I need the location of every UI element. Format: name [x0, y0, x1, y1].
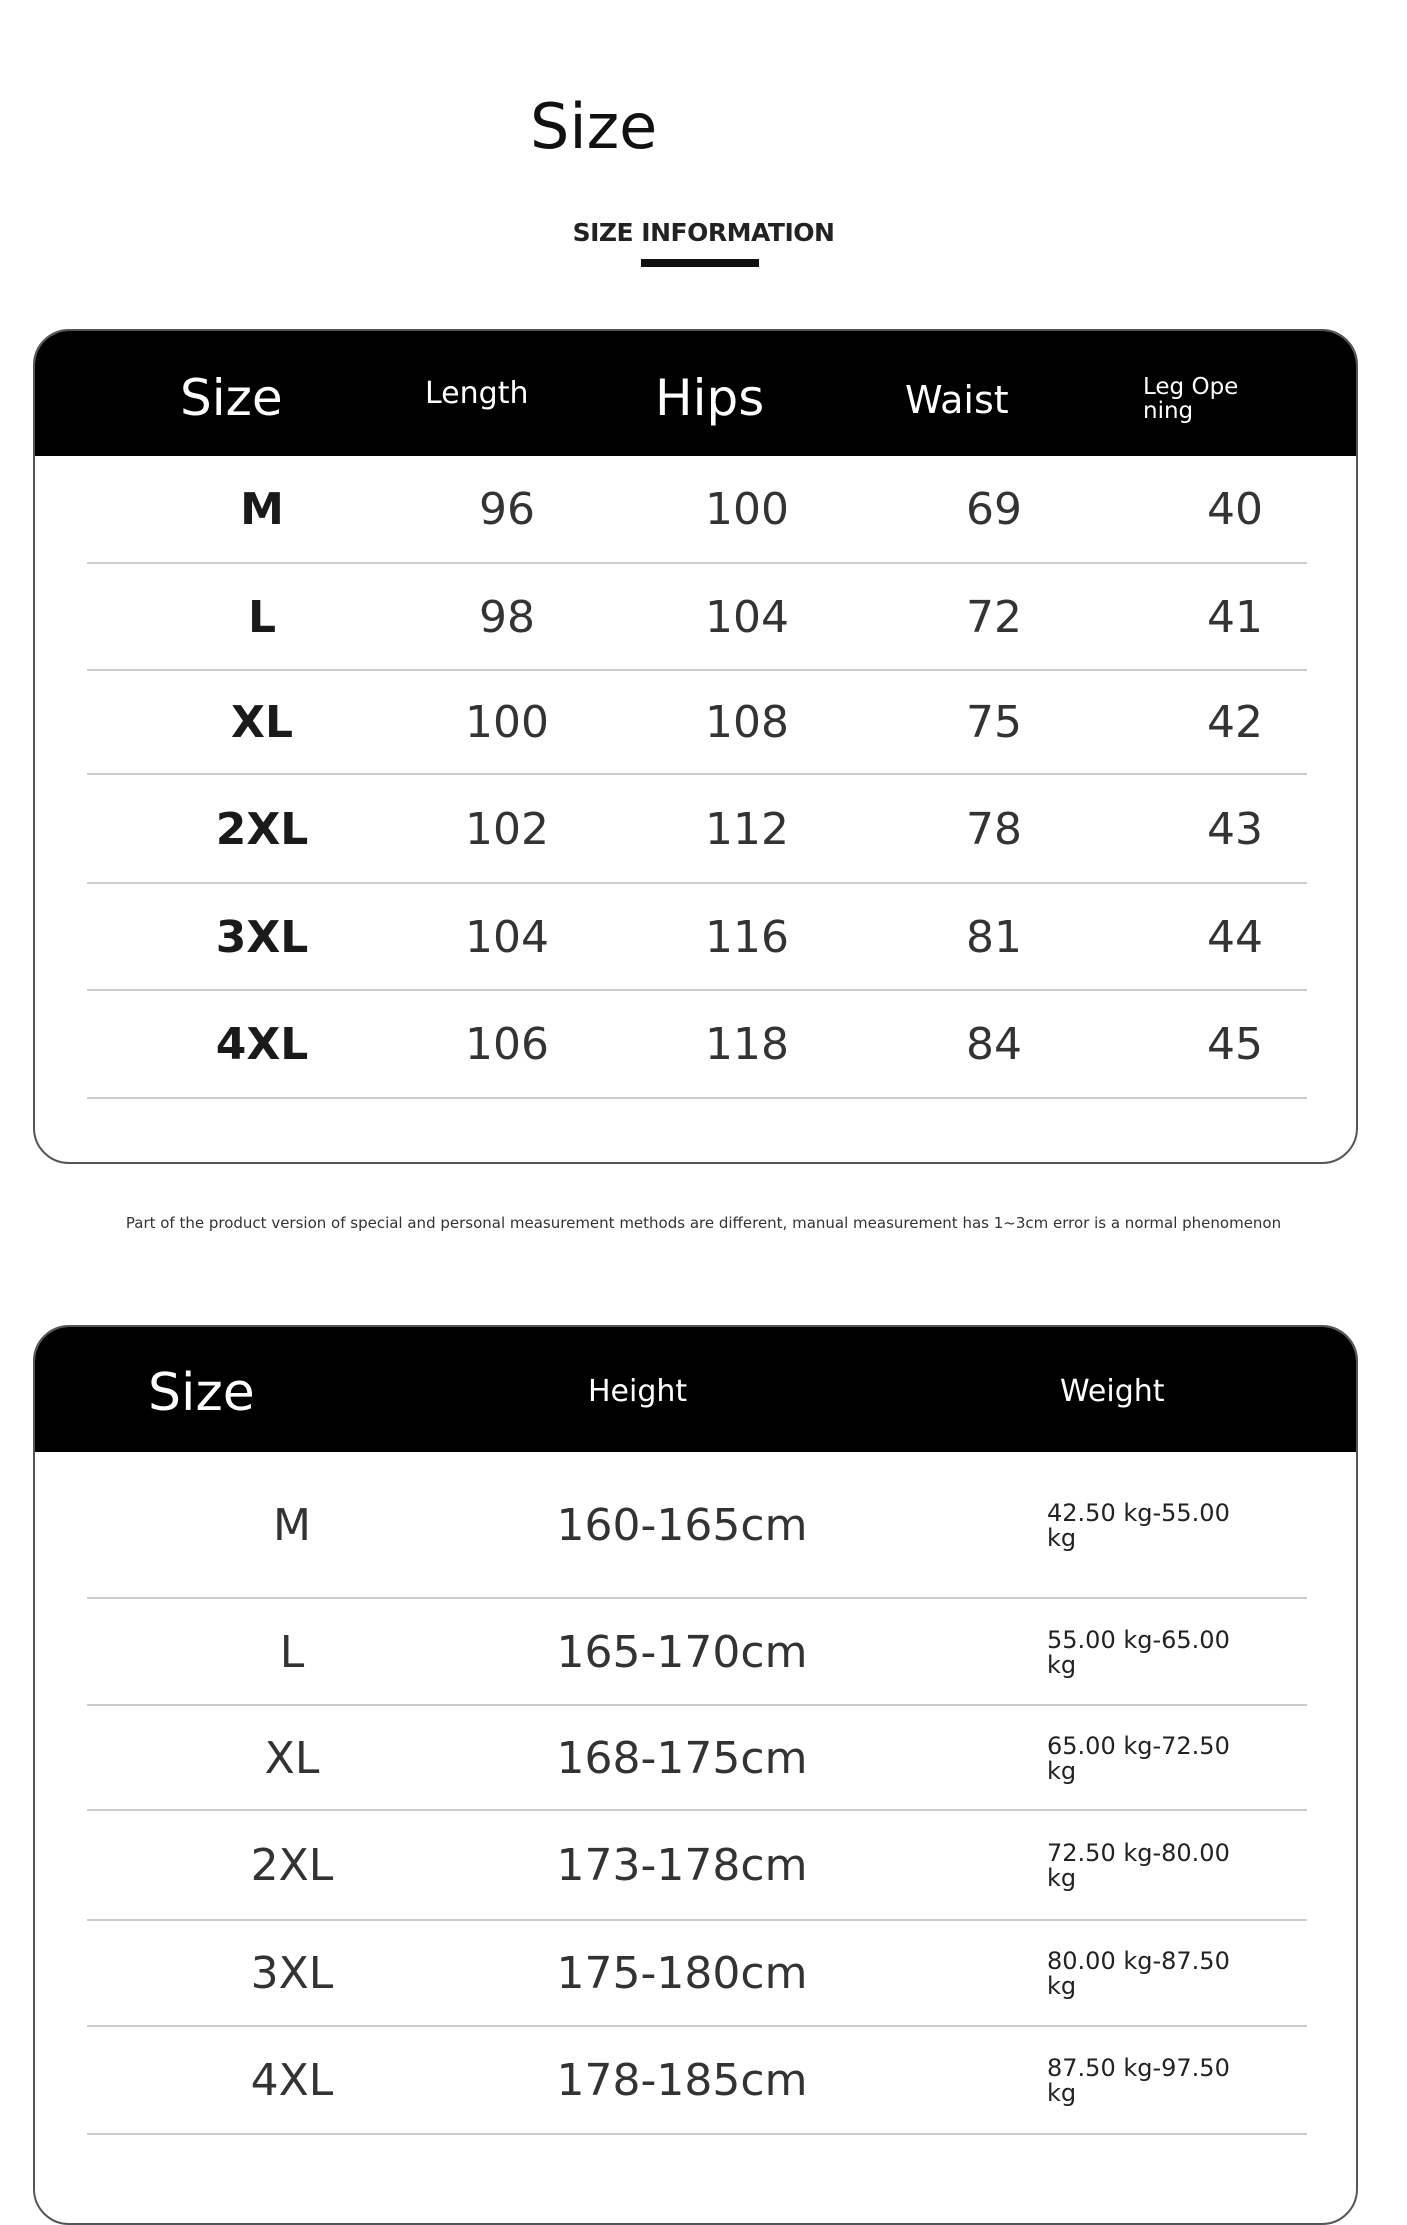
column-header-leg-opening: Leg Ope ning — [1143, 374, 1239, 425]
leg-opening-cell: 45 — [1207, 1019, 1263, 1070]
weight-cell: 55.00 kg-65.00 kg — [1047, 1625, 1230, 1679]
length-cell: 106 — [465, 1019, 549, 1070]
hips-cell: 108 — [705, 697, 789, 748]
row-divider — [87, 2133, 1307, 2135]
waist-cell: 72 — [966, 591, 1022, 643]
measurement-note: Part of the product version of special and personal measurement methods are different, manual measurement has 1~3cm error is a normal phenomenon — [125, 1214, 1282, 1232]
height-cell: 160-165cm — [556, 1499, 808, 1551]
waist-cell: 78 — [966, 803, 1022, 855]
table-row — [87, 456, 1307, 564]
height-cell: 175-180cm — [556, 1948, 808, 1999]
hips-cell: 116 — [705, 911, 789, 963]
row-divider — [87, 1097, 1307, 1099]
hips-cell: 100 — [705, 484, 789, 535]
table-row — [87, 1599, 1307, 1706]
table-row — [87, 671, 1307, 775]
table-row — [87, 1921, 1307, 2027]
table-row — [87, 1811, 1307, 1921]
column-header-hips: Hips — [655, 369, 765, 427]
weight-cell: 87.50 kg-97.50 kg — [1047, 2053, 1230, 2107]
column-header-length: Length — [425, 376, 529, 411]
fit-table-header — [35, 1327, 1356, 1452]
leg-opening-cell: 43 — [1207, 803, 1263, 855]
size-cell: 4XL — [250, 2055, 334, 2106]
table-row — [87, 2027, 1307, 2135]
size-cell: L — [279, 1626, 305, 1678]
weight-cell: 65.00 kg-72.50 kg — [1047, 1731, 1230, 1785]
length-cell: 104 — [465, 911, 549, 963]
table-row — [87, 1706, 1307, 1811]
table-row — [87, 991, 1307, 1099]
size-cell: M — [240, 484, 284, 535]
waist-cell: 69 — [966, 484, 1022, 535]
section-subtitle: SIZE INFORMATION — [572, 218, 835, 247]
size-cell: 3XL — [250, 1948, 334, 1999]
length-cell: 96 — [479, 484, 535, 535]
hips-cell: 104 — [705, 591, 789, 643]
size-cell: 4XL — [215, 1019, 309, 1070]
length-cell: 98 — [479, 591, 535, 643]
leg-opening-cell: 44 — [1207, 911, 1263, 963]
size-cell: L — [247, 591, 277, 643]
table-row — [87, 884, 1307, 991]
size-cell: 2XL — [250, 1840, 334, 1891]
height-cell: 165-170cm — [556, 1626, 808, 1678]
height-cell: 173-178cm — [556, 1840, 808, 1891]
size-table-header — [35, 331, 1356, 456]
leg-opening-cell: 42 — [1207, 697, 1263, 748]
height-cell: 178-185cm — [556, 2055, 808, 2106]
height-cell: 168-175cm — [556, 1732, 808, 1784]
weight-cell: 72.50 kg-80.00 kg — [1047, 1838, 1230, 1892]
hips-cell: 112 — [705, 803, 789, 855]
weight-cell: 42.50 kg-55.00 kg — [1047, 1498, 1230, 1552]
column-header-weight: Weight — [1060, 1374, 1165, 1409]
size-cell: XL — [264, 1732, 320, 1784]
page-title: Size — [530, 90, 658, 163]
column-header-size: Size — [180, 369, 283, 427]
column-header-size: Size — [148, 1363, 255, 1423]
column-header-waist: Waist — [905, 378, 1009, 422]
size-cell: XL — [231, 697, 293, 748]
size-cell: 2XL — [215, 803, 309, 855]
table-row — [87, 1452, 1307, 1599]
length-cell: 102 — [465, 803, 549, 855]
waist-cell: 75 — [966, 697, 1022, 748]
waist-cell: 84 — [966, 1019, 1022, 1070]
hips-cell: 118 — [705, 1019, 789, 1070]
subtitle-underline — [641, 259, 759, 267]
size-table — [33, 329, 1358, 1164]
column-header-height: Height — [588, 1374, 688, 1409]
leg-opening-cell: 41 — [1207, 591, 1263, 643]
weight-cell: 80.00 kg-87.50 kg — [1047, 1946, 1230, 2000]
length-cell: 100 — [465, 697, 549, 748]
table-row — [87, 775, 1307, 884]
table-row — [87, 564, 1307, 671]
waist-cell: 81 — [966, 911, 1022, 963]
fit-table — [33, 1325, 1358, 2225]
size-cell: 3XL — [215, 911, 309, 963]
leg-opening-cell: 40 — [1207, 484, 1263, 535]
size-cell: M — [273, 1499, 311, 1551]
